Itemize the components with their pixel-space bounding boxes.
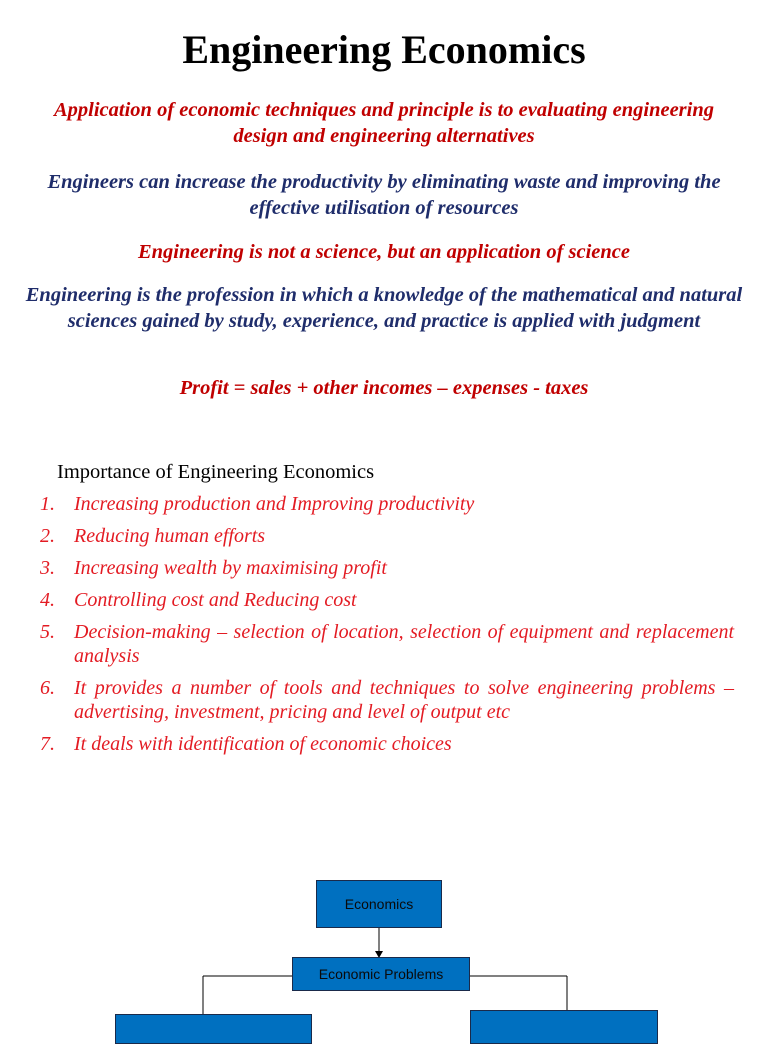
list-item-text: Controlling cost and Reducing cost bbox=[74, 589, 357, 611]
statement-not-science: Engineering is not a science, but an application of science bbox=[137, 241, 630, 263]
list-item-number: 3. bbox=[40, 557, 55, 579]
list-item-number: 7. bbox=[40, 733, 55, 755]
diagram-box-left-branch bbox=[115, 1014, 312, 1044]
diagram-box-economics: Economics bbox=[316, 880, 442, 928]
statement-profit-formula: Profit = sales + other incomes – expenses - taxes bbox=[179, 377, 589, 399]
statement-profession: Engineering is the profession in which a knowledge of the mathematical and natural sciences gained by study, experience, and practice is applied with judgment bbox=[25, 284, 743, 332]
importance-heading: Importance of Engineering Economics bbox=[57, 461, 375, 483]
page-title: Engineering Economics bbox=[182, 27, 586, 72]
list-item-text: Decision-making – selection of location, selection of equipment and replacement analysis bbox=[74, 621, 734, 667]
list-item-text: Increasing production and Improving productivity bbox=[74, 493, 475, 515]
statement-productivity: Engineers can increase the productivity by eliminating waste and improving the effective utilisation of resources bbox=[47, 171, 721, 219]
statement-application: Application of economic techniques and principle is to evaluating engineering design and engineering alternatives bbox=[53, 99, 714, 147]
list-item-number: 6. bbox=[40, 677, 55, 699]
diagram-box-economic-problems: Economic Problems bbox=[292, 957, 470, 991]
list-item-number: 4. bbox=[40, 589, 55, 611]
diagram-box-right-branch bbox=[470, 1010, 658, 1044]
list-item-number: 5. bbox=[40, 621, 55, 643]
list-item-text: Reducing human efforts bbox=[74, 525, 266, 547]
list-item-text: It deals with identification of economic choices bbox=[74, 733, 452, 755]
list-item-text: Increasing wealth by maximising profit bbox=[74, 557, 387, 579]
list-item-number: 1. bbox=[40, 493, 55, 515]
list-item-number: 2. bbox=[40, 525, 55, 547]
list-item-text: It provides a number of tools and techniques to solve engineering problems – advertising, investment, pricing and level of output etc bbox=[74, 677, 734, 723]
